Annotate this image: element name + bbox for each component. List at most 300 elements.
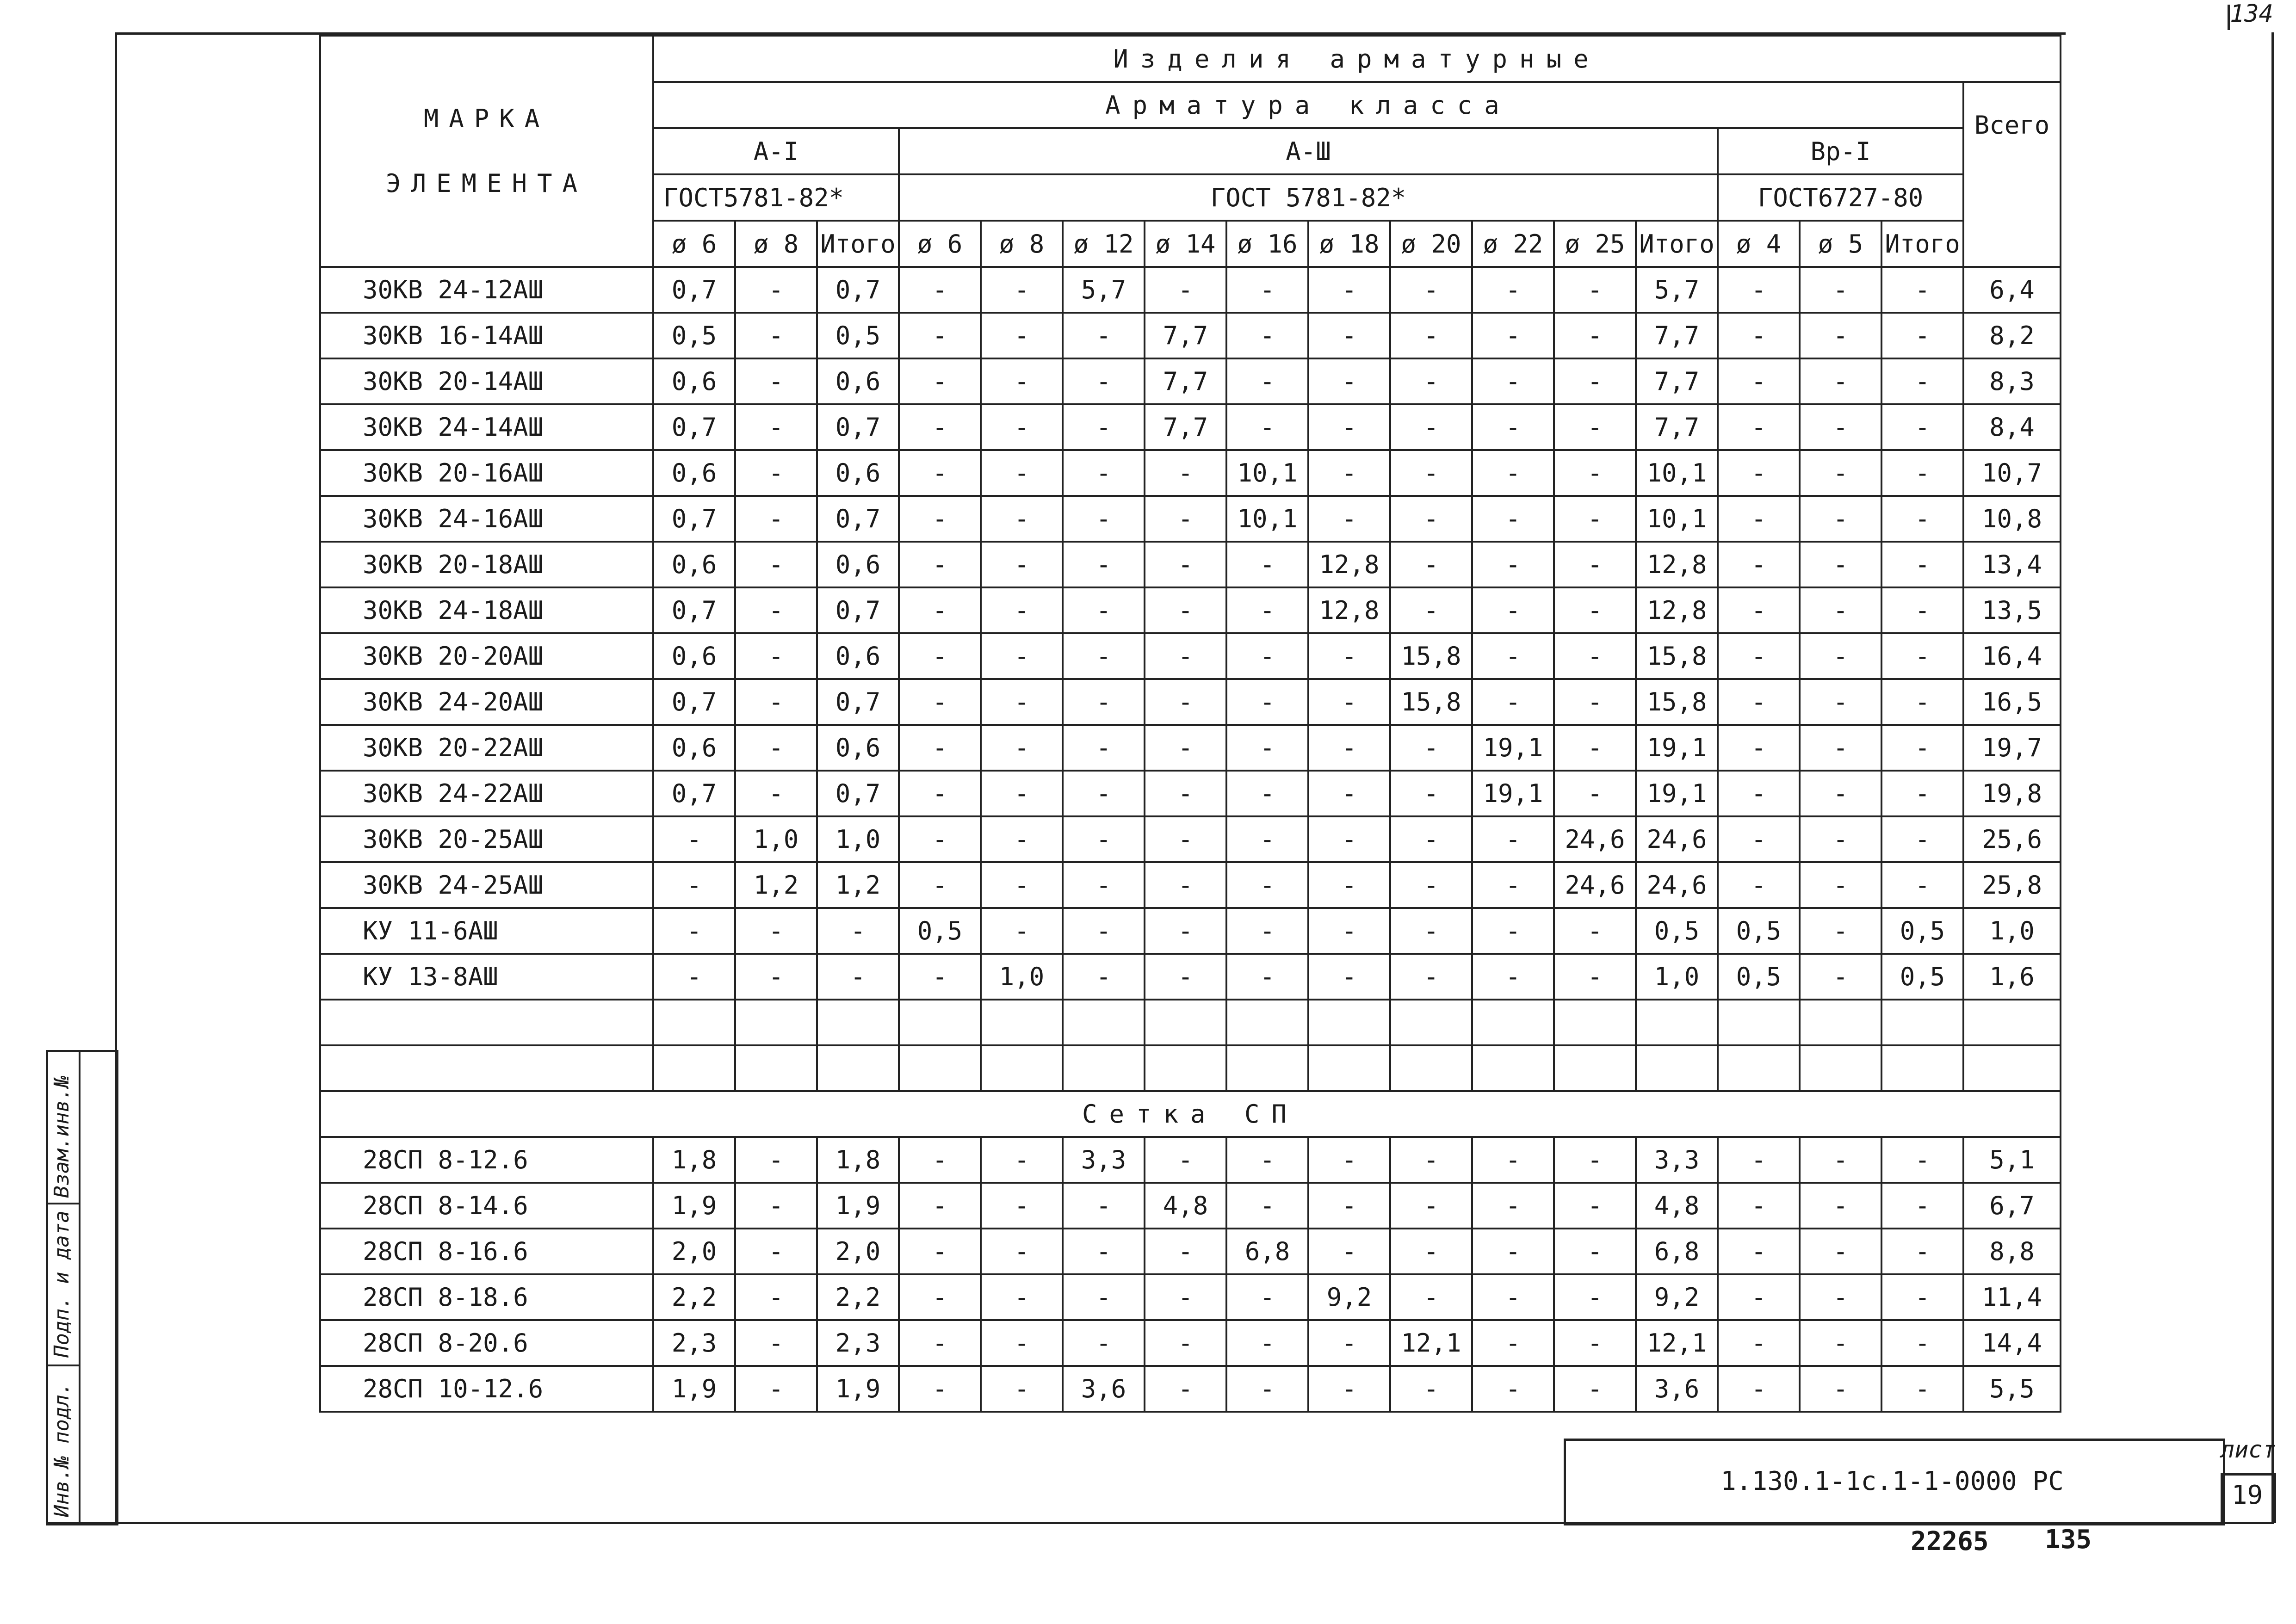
value-cell: - <box>1718 771 1800 816</box>
value-cell: - <box>899 587 981 633</box>
value-cell: 0,7 <box>653 404 735 450</box>
value-cell: - <box>1800 542 1881 587</box>
value-cell: - <box>735 267 817 313</box>
value-cell: 0,7 <box>817 267 899 313</box>
value-cell: - <box>899 771 981 816</box>
value-cell: - <box>1390 954 1472 1000</box>
value-cell: - <box>1472 908 1554 954</box>
total-cell: 13,4 <box>1963 542 2061 587</box>
value-cell: 12,8 <box>1308 587 1390 633</box>
table-row <box>320 1229 2061 1274</box>
value-cell: 0,7 <box>653 587 735 633</box>
value-cell: - <box>981 542 1063 587</box>
value-cell: - <box>1308 679 1390 725</box>
value-cell: - <box>1800 862 1881 908</box>
value-cell: - <box>1881 542 1963 587</box>
value-cell: 1,0 <box>817 816 899 862</box>
value-cell: - <box>1718 496 1800 542</box>
value-cell: 1,8 <box>817 1137 899 1183</box>
element-mark-cell: 30КВ 20-18АШ <box>320 542 653 587</box>
value-cell: - <box>981 358 1063 404</box>
value-cell: - <box>1472 450 1554 496</box>
value-cell: 0,6 <box>817 542 899 587</box>
value-cell: - <box>735 450 817 496</box>
value-cell: - <box>1308 1183 1390 1229</box>
value-cell: 9,2 <box>1308 1274 1390 1320</box>
element-mark-cell: 28СП 10-12.6 <box>320 1366 653 1412</box>
value-cell: - <box>1226 862 1308 908</box>
value-cell: 2,2 <box>817 1274 899 1320</box>
value-cell: - <box>1472 587 1554 633</box>
value-cell: - <box>1226 633 1308 679</box>
value-cell: - <box>735 1137 817 1183</box>
sub-column-header: ø 6 <box>899 221 981 267</box>
total-cell: 1,0 <box>1963 908 2061 954</box>
frame-right <box>2271 32 2274 1522</box>
value-cell: - <box>1554 1366 1636 1412</box>
value-cell: 1,0 <box>735 816 817 862</box>
value-cell: - <box>653 908 735 954</box>
value-cell: - <box>1800 1320 1881 1366</box>
value-cell: - <box>1800 954 1881 1000</box>
value-cell: - <box>1718 1183 1800 1229</box>
value-cell: - <box>899 404 981 450</box>
value-cell: - <box>817 954 899 1000</box>
class-a3-header: А-Ш <box>899 128 1718 174</box>
value-cell: - <box>1472 1320 1554 1366</box>
value-cell: - <box>899 313 981 358</box>
value-cell: - <box>1554 1137 1636 1183</box>
value-cell: 0,7 <box>653 267 735 313</box>
value-cell: - <box>1390 1137 1472 1183</box>
sub-column-header: Итого <box>1636 221 1718 267</box>
value-cell: 1,0 <box>981 954 1063 1000</box>
value-cell: 1,0 <box>1636 954 1718 1000</box>
value-cell: - <box>1800 1366 1881 1412</box>
value-cell: - <box>1145 1137 1226 1183</box>
table-row <box>320 862 2061 908</box>
value-cell: - <box>899 1183 981 1229</box>
value-cell: - <box>1718 1274 1800 1320</box>
element-mark-cell: 30КВ 24-16АШ <box>320 496 653 542</box>
value-cell: 7,7 <box>1636 358 1718 404</box>
strip-label-replace-inv: Взам.инв.№ <box>50 1075 74 1198</box>
value-cell: 24,6 <box>1636 862 1718 908</box>
element-mark-cell: 28СП 8-20.6 <box>320 1320 653 1366</box>
value-cell: - <box>899 816 981 862</box>
value-cell: 1,8 <box>653 1137 735 1183</box>
value-cell: 0,7 <box>817 587 899 633</box>
value-cell: - <box>981 1229 1063 1274</box>
value-cell: - <box>1308 954 1390 1000</box>
value-cell: - <box>1881 358 1963 404</box>
element-mark-cell: 30КВ 24-22АШ <box>320 771 653 816</box>
strip-label-sign-date: Подп. и дата <box>50 1210 74 1358</box>
value-cell: 7,7 <box>1145 358 1226 404</box>
value-cell: 12,8 <box>1636 587 1718 633</box>
section-title-setka: Сетка СП <box>320 1091 2061 1137</box>
value-cell: - <box>1718 358 1800 404</box>
table-row <box>320 1320 2061 1366</box>
value-cell: - <box>1554 908 1636 954</box>
value-cell: - <box>735 1229 817 1274</box>
value-cell: - <box>735 542 817 587</box>
value-cell: - <box>1390 771 1472 816</box>
value-cell: - <box>1472 496 1554 542</box>
value-cell: - <box>1881 1137 1963 1183</box>
value-cell: - <box>1800 633 1881 679</box>
element-mark-cell: 30КВ 24-18АШ <box>320 587 653 633</box>
value-cell: - <box>981 633 1063 679</box>
value-cell: - <box>1718 587 1800 633</box>
value-cell: - <box>1800 679 1881 725</box>
value-cell: - <box>1554 404 1636 450</box>
value-cell: - <box>899 633 981 679</box>
value-cell: - <box>1800 1274 1881 1320</box>
element-mark-cell: 30КВ 20-22АШ <box>320 725 653 771</box>
value-cell: - <box>1554 633 1636 679</box>
value-cell: - <box>1063 633 1145 679</box>
value-cell: - <box>1063 679 1145 725</box>
table-row <box>320 1137 2061 1183</box>
sheet-label: лист <box>2221 1436 2277 1463</box>
element-mark-cell: 30КВ 20-25АШ <box>320 816 653 862</box>
table-row <box>320 1183 2061 1229</box>
mark-column-header <box>320 36 653 267</box>
value-cell: 19,1 <box>1636 725 1718 771</box>
value-cell: 1,9 <box>653 1366 735 1412</box>
element-mark-cell: 30КВ 20-16АШ <box>320 450 653 496</box>
total-cell: 10,8 <box>1963 496 2061 542</box>
value-cell: - <box>735 725 817 771</box>
value-cell: - <box>1472 1137 1554 1183</box>
value-cell: - <box>981 725 1063 771</box>
value-cell: - <box>1145 496 1226 542</box>
value-cell: - <box>1472 267 1554 313</box>
value-cell: - <box>1472 1366 1554 1412</box>
value-cell: - <box>1063 587 1145 633</box>
value-cell: - <box>1145 267 1226 313</box>
value-cell: 0,5 <box>653 313 735 358</box>
table-row <box>320 267 2061 313</box>
value-cell: - <box>1145 1320 1226 1366</box>
value-cell: - <box>981 267 1063 313</box>
value-cell: - <box>1472 679 1554 725</box>
value-cell: - <box>1718 862 1800 908</box>
value-cell: - <box>899 267 981 313</box>
value-cell: 3,3 <box>1063 1137 1145 1183</box>
total-cell: 16,5 <box>1963 679 2061 725</box>
value-cell: - <box>1308 633 1390 679</box>
value-cell: - <box>1881 1183 1963 1229</box>
value-cell: 7,7 <box>1636 313 1718 358</box>
value-cell: - <box>1554 358 1636 404</box>
value-cell: - <box>1063 404 1145 450</box>
value-cell: - <box>1881 1274 1963 1320</box>
value-cell: 10,1 <box>1226 450 1308 496</box>
value-cell: - <box>899 954 981 1000</box>
value-cell: - <box>1554 450 1636 496</box>
value-cell: - <box>1800 496 1881 542</box>
value-cell: - <box>1800 358 1881 404</box>
value-cell: 1,2 <box>817 862 899 908</box>
value-cell: - <box>735 587 817 633</box>
value-cell: 10,1 <box>1636 496 1718 542</box>
sub-column-header: ø 20 <box>1390 221 1472 267</box>
value-cell: - <box>981 496 1063 542</box>
value-cell: - <box>1308 771 1390 816</box>
value-cell: - <box>981 1183 1063 1229</box>
value-cell: - <box>1718 1366 1800 1412</box>
value-cell: 0,6 <box>653 358 735 404</box>
value-cell: - <box>981 1366 1063 1412</box>
value-cell: - <box>735 679 817 725</box>
value-cell: - <box>735 908 817 954</box>
value-cell: - <box>899 862 981 908</box>
value-cell: - <box>1063 771 1145 816</box>
value-cell: - <box>1308 496 1390 542</box>
value-cell: - <box>1390 1366 1472 1412</box>
value-cell: 2,3 <box>817 1320 899 1366</box>
strip-label-inv-orig: Инв.№ подл. <box>50 1382 74 1517</box>
gost-a1-header: ГОСТ5781-82* <box>653 174 899 221</box>
value-cell: - <box>1881 496 1963 542</box>
total-cell: 8,4 <box>1963 404 2061 450</box>
element-mark-cell: 30КВ 24-20АШ <box>320 679 653 725</box>
value-cell: 0,5 <box>1881 908 1963 954</box>
value-cell: - <box>1390 725 1472 771</box>
total-cell: 8,3 <box>1963 358 2061 404</box>
value-cell: - <box>1800 404 1881 450</box>
value-cell: 0,5 <box>899 908 981 954</box>
value-cell: 15,8 <box>1636 633 1718 679</box>
table-row <box>320 587 2061 633</box>
value-cell: - <box>653 862 735 908</box>
value-cell: - <box>899 542 981 587</box>
value-cell: 0,6 <box>653 725 735 771</box>
binding-strip-divider <box>79 1050 80 1522</box>
value-cell: - <box>1472 816 1554 862</box>
value-cell: - <box>1472 358 1554 404</box>
value-cell: 0,6 <box>653 633 735 679</box>
total-cell: 25,6 <box>1963 816 2061 862</box>
total-header: Всего <box>1963 82 2061 267</box>
value-cell: - <box>899 725 981 771</box>
value-cell: - <box>1226 1274 1308 1320</box>
value-cell: 0,7 <box>653 679 735 725</box>
value-cell: - <box>735 1366 817 1412</box>
table-row <box>320 679 2061 725</box>
table-row <box>320 1366 2061 1412</box>
value-cell: - <box>1554 542 1636 587</box>
value-cell: - <box>981 862 1063 908</box>
value-cell: - <box>1718 816 1800 862</box>
value-cell: - <box>1063 816 1145 862</box>
element-mark-cell: 28СП 8-14.6 <box>320 1183 653 1229</box>
value-cell: 0,6 <box>817 358 899 404</box>
value-cell: - <box>899 1137 981 1183</box>
value-cell: - <box>1226 908 1308 954</box>
value-cell: 0,7 <box>817 771 899 816</box>
value-cell: - <box>1881 725 1963 771</box>
value-cell: 0,7 <box>817 679 899 725</box>
value-cell: - <box>1718 1320 1800 1366</box>
value-cell: - <box>1881 313 1963 358</box>
rebar-spec-table <box>319 35 2061 1413</box>
value-cell: 0,5 <box>1636 908 1718 954</box>
value-cell: - <box>735 358 817 404</box>
value-cell: 2,3 <box>653 1320 735 1366</box>
table-row <box>320 908 2061 954</box>
value-cell: 2,0 <box>653 1229 735 1274</box>
value-cell: - <box>1554 1229 1636 1274</box>
value-cell: - <box>1881 816 1963 862</box>
value-cell: - <box>1226 816 1308 862</box>
value-cell: 19,1 <box>1472 771 1554 816</box>
gost-a3-header: ГОСТ 5781-82* <box>899 174 1718 221</box>
value-cell: - <box>735 1320 817 1366</box>
value-cell: - <box>899 679 981 725</box>
binding-strip-line <box>46 1203 79 1204</box>
value-cell: - <box>1308 313 1390 358</box>
value-cell: - <box>1063 908 1145 954</box>
value-cell: - <box>1554 771 1636 816</box>
sub-column-header: Итого <box>817 221 899 267</box>
value-cell: - <box>735 1183 817 1229</box>
rebar-class-header: Арматура класса <box>653 82 1963 128</box>
value-cell: 4,8 <box>1636 1183 1718 1229</box>
value-cell: 7,7 <box>1145 313 1226 358</box>
value-cell: - <box>1718 313 1800 358</box>
sub-column-header: ø 18 <box>1308 221 1390 267</box>
value-cell: - <box>1800 816 1881 862</box>
value-cell: - <box>1554 587 1636 633</box>
value-cell: - <box>1881 633 1963 679</box>
value-cell: - <box>1718 1229 1800 1274</box>
value-cell: - <box>1718 404 1800 450</box>
value-cell: - <box>1226 313 1308 358</box>
value-cell: 5,7 <box>1063 267 1145 313</box>
value-cell: 24,6 <box>1554 862 1636 908</box>
total-cell: 25,8 <box>1963 862 2061 908</box>
element-mark-cell: 30КВ 20-14АШ <box>320 358 653 404</box>
value-cell: - <box>981 450 1063 496</box>
value-cell: 1,9 <box>817 1183 899 1229</box>
value-cell: - <box>1554 313 1636 358</box>
table-row <box>320 771 2061 816</box>
value-cell: - <box>817 908 899 954</box>
value-cell: - <box>1390 908 1472 954</box>
value-cell: - <box>1472 404 1554 450</box>
value-cell: 12,8 <box>1636 542 1718 587</box>
value-cell: - <box>981 1137 1063 1183</box>
total-cell: 19,8 <box>1963 771 2061 816</box>
value-cell: 0,7 <box>817 404 899 450</box>
value-cell: - <box>1145 725 1226 771</box>
sub-column-header: ø 8 <box>981 221 1063 267</box>
sub-column-header: ø 6 <box>653 221 735 267</box>
value-cell: - <box>735 771 817 816</box>
value-cell: 12,8 <box>1308 542 1390 587</box>
value-cell: - <box>1554 725 1636 771</box>
value-cell: - <box>1063 542 1145 587</box>
value-cell: - <box>1145 908 1226 954</box>
value-cell: - <box>1881 771 1963 816</box>
value-cell: - <box>1226 1366 1308 1412</box>
value-cell: 10,1 <box>1226 496 1308 542</box>
value-cell: - <box>1390 862 1472 908</box>
value-cell: - <box>1226 725 1308 771</box>
value-cell: - <box>1063 1320 1145 1366</box>
value-cell: - <box>1472 1229 1554 1274</box>
page-number: 135 <box>2045 1525 2092 1555</box>
value-cell: - <box>1145 816 1226 862</box>
table-row <box>320 450 2061 496</box>
mark-header-line2: ЭЛЕМЕНТА <box>385 169 588 198</box>
class-a1-header: А-I <box>653 128 899 174</box>
value-cell: - <box>735 313 817 358</box>
value-cell: 0,6 <box>817 725 899 771</box>
value-cell: - <box>1063 313 1145 358</box>
value-cell: - <box>1390 267 1472 313</box>
empty-row-cell <box>320 1045 653 1091</box>
value-cell: - <box>1308 862 1390 908</box>
element-mark-cell: 28СП 8-18.6 <box>320 1274 653 1320</box>
element-mark-cell: КУ 11-6АШ <box>320 908 653 954</box>
value-cell: - <box>1390 404 1472 450</box>
sub-column-header: ø 14 <box>1145 221 1226 267</box>
sub-column-header: ø 4 <box>1718 221 1800 267</box>
value-cell: - <box>899 358 981 404</box>
value-cell: - <box>1390 542 1472 587</box>
value-cell: - <box>1800 908 1881 954</box>
table-row <box>320 816 2061 862</box>
value-cell: - <box>1718 267 1800 313</box>
value-cell: - <box>1554 267 1636 313</box>
table-row <box>320 496 2061 542</box>
total-cell: 5,5 <box>1963 1366 2061 1412</box>
value-cell: - <box>1881 679 1963 725</box>
value-cell: 0,7 <box>653 496 735 542</box>
value-cell: 15,8 <box>1390 633 1472 679</box>
total-cell: 6,4 <box>1963 267 2061 313</box>
value-cell: 1,2 <box>735 862 817 908</box>
value-cell: - <box>1554 1320 1636 1366</box>
value-cell: - <box>1554 496 1636 542</box>
value-cell: - <box>1063 450 1145 496</box>
value-cell: - <box>1390 313 1472 358</box>
value-cell: - <box>1390 1183 1472 1229</box>
value-cell: 2,0 <box>817 1229 899 1274</box>
value-cell: - <box>1145 679 1226 725</box>
value-cell: - <box>899 1320 981 1366</box>
value-cell: - <box>1718 633 1800 679</box>
value-cell: - <box>1554 679 1636 725</box>
value-cell: - <box>1390 496 1472 542</box>
value-cell: 0,6 <box>653 542 735 587</box>
value-cell: 7,7 <box>1145 404 1226 450</box>
value-cell: - <box>981 771 1063 816</box>
value-cell: - <box>1390 358 1472 404</box>
value-cell: - <box>1800 450 1881 496</box>
value-cell: - <box>1472 633 1554 679</box>
value-cell: - <box>1063 1229 1145 1274</box>
value-cell: - <box>1063 725 1145 771</box>
value-cell: 0,6 <box>653 450 735 496</box>
value-cell: 3,6 <box>1063 1366 1145 1412</box>
value-cell: 0,7 <box>817 496 899 542</box>
value-cell: - <box>1226 1137 1308 1183</box>
